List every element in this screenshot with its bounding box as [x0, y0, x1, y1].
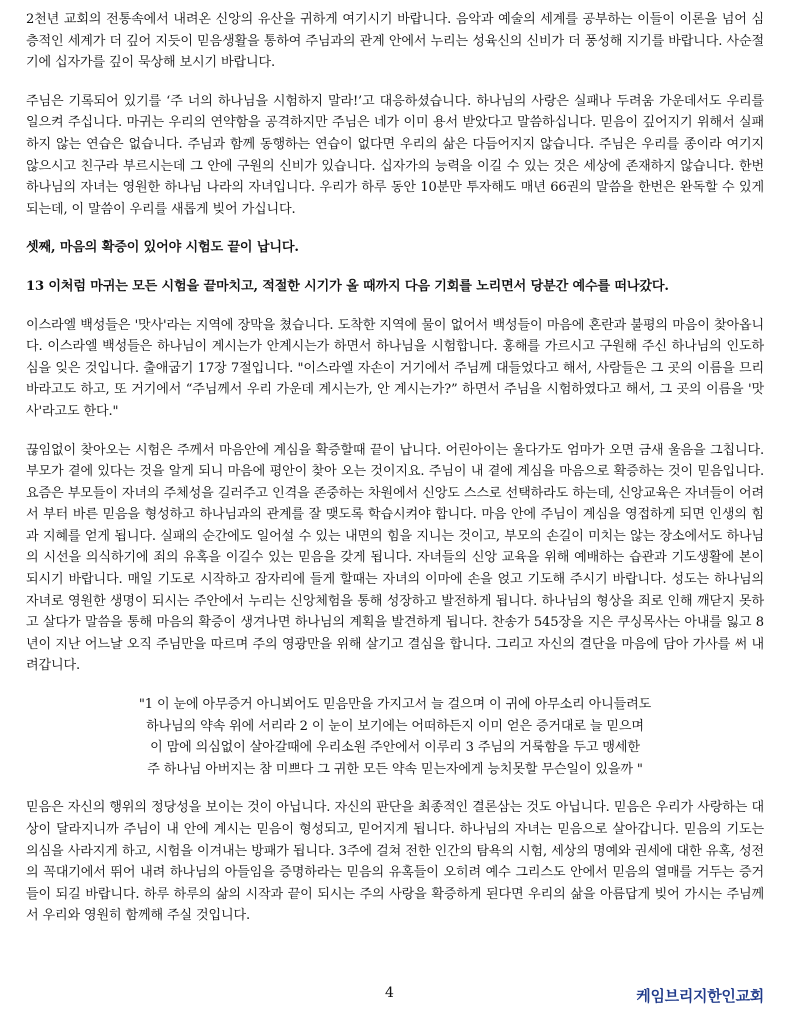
paragraph-heritage: 2천년 교회의 전통속에서 내려온 신앙의 유산을 귀하게 여기시기 바랍니다. 음악과 예술의 세계를 공부하는 이들이 이론을 넘어 심층적인 세계가 더 깊어 지듯이 믿음생활을 통하여 주님과의 관계 안에서 누리는 성육신의 신비가 더 풍성해 지기를 바랍니다. 사순절기에 십자가를 깊이 묵상해 보시기 바랍니다.: [26, 12, 764, 71]
page-number: 4: [385, 985, 394, 1001]
hymn-quote: [26, 694, 764, 780]
hymn-line: 주 하나님 아버지는 참 미쁘다 그 귀한 모든 약속 믿는자에게 능치못할 무슨일이 있을까 ": [147, 761, 643, 777]
paragraph-confirmation: 끊임없이 찾아오는 시험은 주께서 마음안에 계심을 확증할때 끝이 납니다. 어린아이는 울다가도 엄마가 오면 금새 울음을 그칩니다. 부모가 곁에 있다는 것을 알게 되니 마음에 평안이 찾아 오는 것이지요. 주님이 내 곁에 계심을 마음으로 확증하는 것이 믿음입니다. 요즘은 부모들이 자녀의 주체성을 길러주고 인격을 존중하는 차원에서 신앙도 스스로 선택하라도 하는데, 신앙교육은 자녀들이 어려서 부터 바른 믿음을 형성하고 하나님과의 관계를 잘 맺도록 학습시켜야 합니다. 마음 안에 주님이 계심을 영접하게 되면 인생의 힘과 지혜를 얻게 됩니다. 실패의 순간에도 일어설 수 있는 내면의 힘을 지니는 것이고, 부모의 손길이 미치는 않는 장소에서도 하나님의 시선을 의식하기에 죄의 유혹을 이길수 있는 믿음을 갖게 됩니다. 자녀들의 신앙 교육을 위해 예배하는 습관과 기도생활에 본이 되시기 바랍니다. 매일 기도로 시작하고 잠자리에 들게 할때는 자녀의 이마에 손을 얹고 기도해 주시기 바랍니다. 성도는 하나님의 자녀로 영원한 생명이 되시는 주안에서 누리는 신앙체험을 통해 성장하고 발전하게 됩니다. 하나님의 형상을 죄로 인해 깨닫지 못하고 살다가 말씀을 통해 마음의 확증이 생겨나면 하나님의 계획을 발견하게 됩니다. 찬송가 545장을 지은 쿠싱목사는 아내를 잃고 8년이 지난 어느날 오직 주님만을 따르며 주의 영광만을 위해 살기고 결심을 합니다. 그리고 자신의 결단을 마음에 담아 가사를 써 내려갑니다.: [26, 442, 764, 674]
church-name: 케임브리지한인교회: [636, 987, 764, 1005]
section-heading-third: 셋째, 마음의 확증이 있어야 시험도 끝이 납니다.: [26, 240, 299, 256]
document-body: [26, 9, 764, 944]
paragraph-massah: 이스라엘 백성들은 '맛사'라는 지역에 장막을 쳤습니다. 도착한 지역에 물이 없어서 백성들이 마음에 혼란과 불평의 마음이 찾아옵니다. 이스라엘 백성들은 하나님이 계시는가 안계시는가 하면서 하나님을 시험합니다. 홍해를 가르시고 구원해 주신 하나님의 인도하심을 잊은 것입니다. 출애굽기 17장 7절입니다. "이스라엘 자손이 거기에서 주님께 대들었다고 해서, 사람들은 그 곳의 이름을 므리바라고도 하고, 또 거기에서 “주님께서 우리 가운데 계시는가, 안 계시는가?” 하면서 주님을 시험하였다고 해서, 그 곳의 이름을 '맛사'라고도 한다.": [26, 317, 764, 419]
scripture-verse-13: 13 이처럼 마귀는 모든 시험을 끝마치고, 적절한 시기가 올 때까지 다음 기회를 노리면서 당분간 예수를 떠나갔다.: [26, 278, 669, 294]
hymn-line: "1 이 눈에 아무증거 아니뵈어도 믿음만을 가지고서 늘 걸으며 이 귀에 아무소리 아니들려도: [138, 697, 652, 713]
paragraph-faith-conclusion: 믿음은 자신의 행위의 정당성을 보이는 것이 아닙니다. 자신의 판단을 최종적인 결론삼는 것도 아닙니다. 믿음은 우리가 사랑하는 대상이 달라지니까 주님이 내 안에 계시는 믿음이 형성되고, 믿어지게 됩니다. 하나님의 자녀는 믿음으로 살아갑니다. 믿음의 기도는 의심을 사라지게 하고, 시험을 이겨내는 방패가 됩니다. 3주에 걸쳐 전한 인간의 탐욕의 시험, 세상의 명예와 권세에 대한 유혹, 성전의 꼭대기에서 뛰어 내려 하나님의 아들임을 증명하라는 믿음의 유혹들이 오히려 예수 그리스도 안에서 믿음의 열매를 거두는 증거들이 되길 바랍니다. 하루 하루의 삶의 시작과 끝이 되시는 주의 사랑을 확증하게 된다면 우리의 삶을 아름답게 빚어 가시는 주님께서 우리와 영원히 함께해 주실 것입니다.: [26, 800, 764, 924]
hymn-line: 하나님의 약속 위에 서리라 2 이 눈이 보기에는 어떠하든지 이미 얻은 증거대로 늘 믿으며: [146, 718, 644, 734]
paragraph-temptation-response: 주님은 기록되어 있기를 ‘주 너의 하나님을 시험하지 말라!’고 대응하셨습니다. 하나님의 사랑은 실패나 두려움 가운데서도 우리를 일으켜 주십니다. 마귀는 우리의 연약함을 공격하지만 주님은 네가 이미 용서 받았다고 말씀하십니다. 믿음이 깊어지기 위해서 실패하지 않는 연습은 없습니다. 주님과 함께 동행하는 연습이 없다면 우리의 삶은 다듬어지지 않습니다. 주님은 우리를 종이라 여기지 않으시고 친구라 부르시는데 그 안에 구원의 신비가 있습니다. 십자가의 능력을 이길 수 있는 것은 세상에 존재하지 않습니다. 한번 하나님의 자녀는 영원한 하나님 나라의 자녀입니다. 우리가 하루 동안 10분만 투자해도 매년 66권의 말씀을 한번은 완독할 수 있게 되는데, 이 말씀이 우리를 새롭게 빚어 가십니다.: [26, 93, 764, 217]
hymn-line: 이 맘에 의심없이 살아갈때에 우리소원 주안에서 이루리 3 주님의 거룩함을 두고 맹세한: [150, 740, 640, 756]
